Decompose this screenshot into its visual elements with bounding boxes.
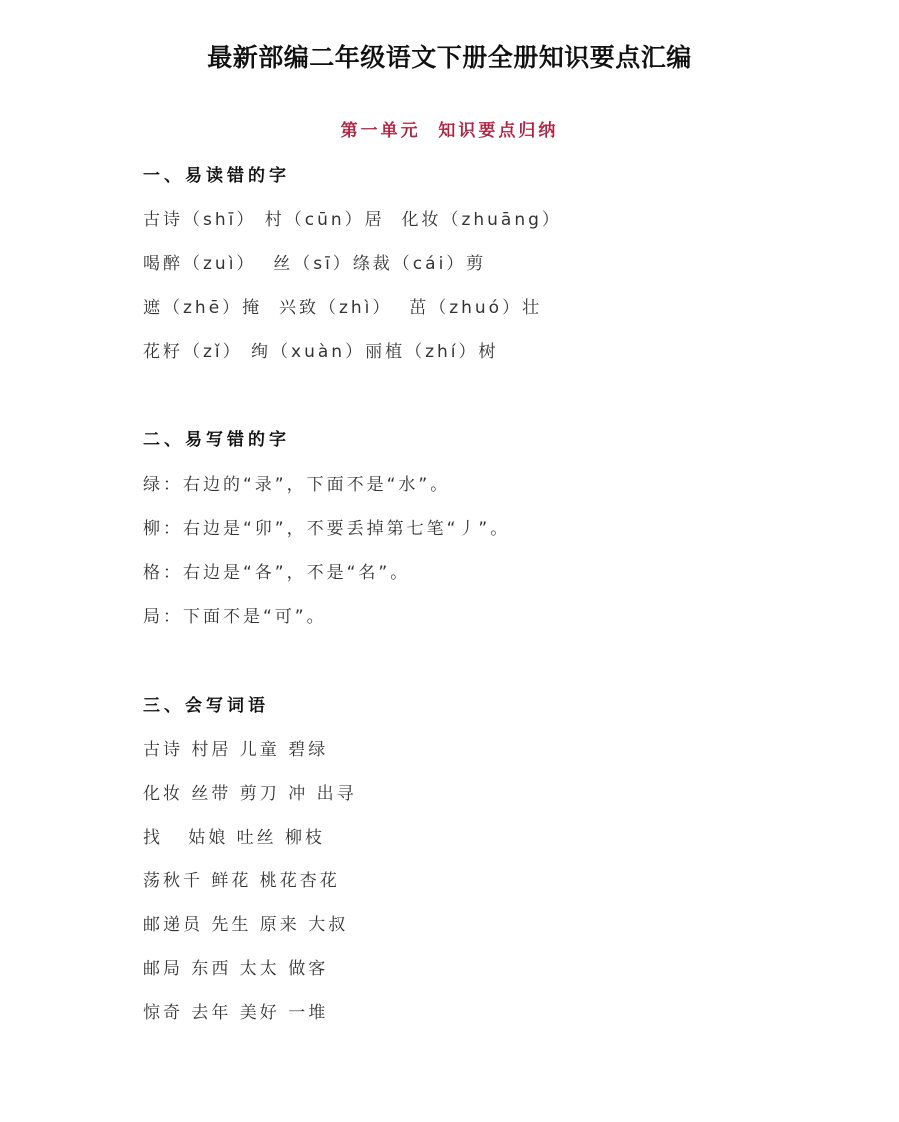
word-line: 古诗 村居 儿童 碧绿 <box>143 740 329 760</box>
section-heading-miswritten-characters: 二、易写错的字 <box>143 430 290 450</box>
misread-line: 喝醉（zuì） 丝（sī）绦裁（cái）剪 <box>143 254 487 274</box>
section-heading-writing-words: 三、会写词语 <box>143 696 269 716</box>
miswritten-line: 局：下面不是“可”。 <box>143 607 327 627</box>
word-line: 邮局 东西 太太 做客 <box>143 959 329 979</box>
word-line: 惊奇 去年 美好 一堆 <box>143 1003 329 1023</box>
section-heading-misread-characters: 一、易读错的字 <box>143 166 290 186</box>
misread-line: 古诗（shī） 村（cūn）居 化妆（zhuāng） <box>143 210 562 230</box>
word-line: 邮递员 先生 原来 大叔 <box>143 915 349 935</box>
miswritten-line: 绿：右边的“录”，下面不是“水”。 <box>143 475 451 495</box>
unit-title: 第一单元 知识要点归纳 <box>340 121 559 141</box>
misread-line: 遮（zhē）掩 兴致（zhì） 茁（zhuó）壮 <box>143 298 543 318</box>
miswritten-line: 格：右边是“各”，不是“名”。 <box>143 563 411 583</box>
word-line: 化妆 丝带 剪刀 冲 出寻 <box>143 784 357 804</box>
word-line: 找 姑娘 吐丝 柳枝 <box>143 828 326 848</box>
word-line: 荡秋千 鲜花 桃花杏花 <box>143 871 340 891</box>
document-title: 最新部编二年级语文下册全册知识要点汇编 <box>207 43 692 72</box>
miswritten-line: 柳：右边是“卯”，不要丢掉第七笔“丿”。 <box>143 519 511 539</box>
misread-line: 花籽（zǐ） 绚（xuàn）丽植（zhí）树 <box>143 342 499 362</box>
